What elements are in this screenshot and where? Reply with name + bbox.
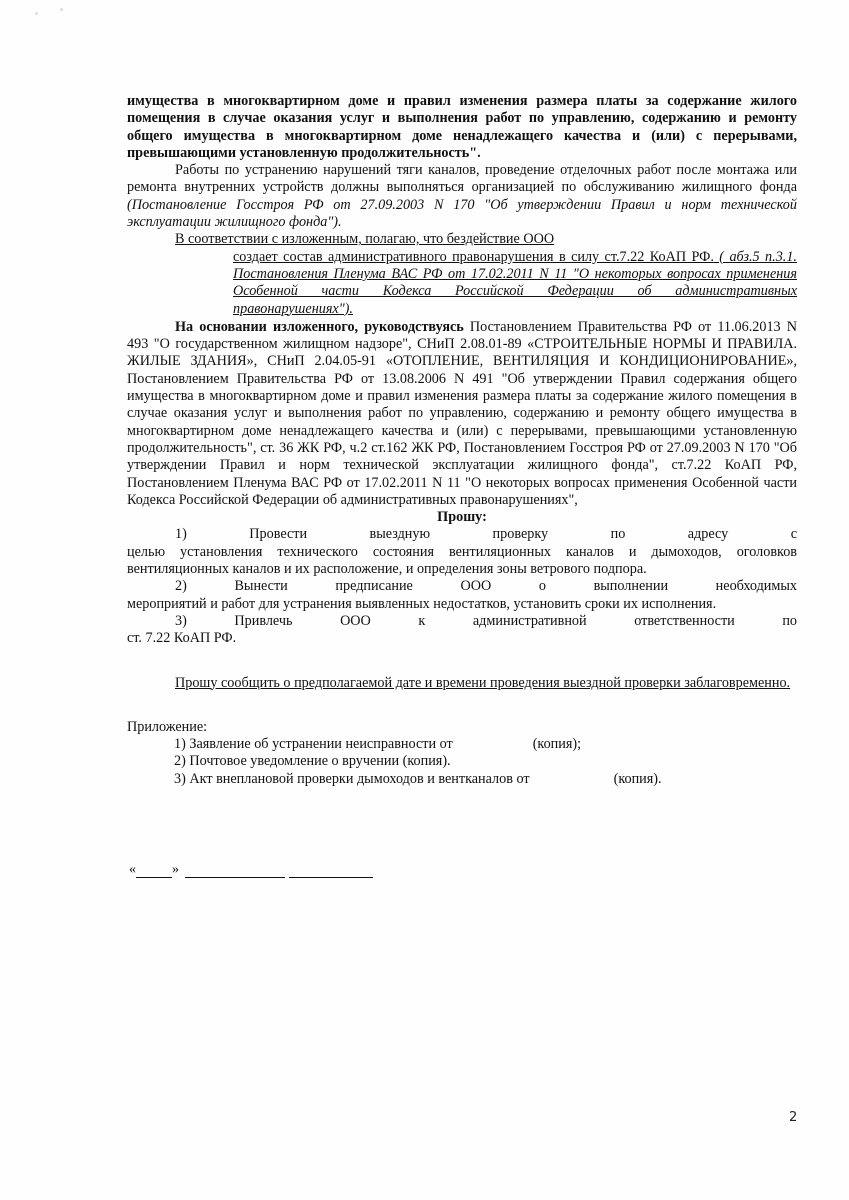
request-item-2-first: 2) Вынести предписание ООО о выполнении необходимых <box>175 578 797 595</box>
accordance-text: создает состав административного правонарушения в силу ст.7.22 КоАП РФ. <box>233 248 714 265</box>
document-body <box>127 93 797 788</box>
attachments-heading: Приложение: <box>127 718 208 735</box>
request-item-1-first: 1) Провести выездную проверку по адресу с <box>175 526 797 543</box>
scan-speck <box>60 8 63 11</box>
scan-speck <box>35 12 38 15</box>
date-close-quote: » <box>172 862 179 877</box>
accordance-paragraph <box>127 249 797 318</box>
accordance-citation: ( абз.5 п.3.1. Постановления Пленума ВАС РФ от 17.02.2011 N 11 "О некоторых вопросах применения Особенной части Кодекса Российской Федерации об административных правонарушениях"). <box>233 248 797 317</box>
attachment-item: 2) Почтовое уведомление о вручении (копия). <box>174 753 451 770</box>
works-text: Работы по устранению нарушений тяги каналов, проведение отделочных работ после монтажа или ремонта внутренних устройств должны выполняться организацией по обслуживанию жилищного фонда <box>127 162 797 196</box>
page-number: 2 <box>789 1110 798 1125</box>
notify-request: Прошу сообщить о предполагаемой дате и времени проведения выездной проверки заблаговременно. <box>175 674 791 691</box>
request-item-3-rest: ст. 7.22 КоАП РФ. <box>127 630 237 647</box>
intro-paragraph: имущества в многоквартирном доме и правил изменения размера платы за содержание жилого помещения в случае оказания услуг и выполнения работ по управлению, содержанию и ремонту общего имущества в многоквартирном доме ненадлежащего качества и (или) с перерывами, превышающими установленную продолжительность". <box>127 93 797 161</box>
request-item-2-rest: мероприятий и работ для устранения выявленных недостатков, установить сроки их исполнения. <box>127 595 717 612</box>
name-blank <box>289 865 373 878</box>
date-day-blank <box>136 865 172 878</box>
signature-blank <box>185 865 285 878</box>
works-paragraph <box>127 162 797 231</box>
basis-text: Постановлением Правительства РФ от 11.06.2013 N 493 "О государственном жилищном надзоре", СНиП 2.08.01-89 «СТРОИТЕЛЬНЫЕ НОРМЫ И ПРАВИЛА. ЖИЛЫЕ ЗДАНИЯ», СНиП 2.04.05-91 «ОТОПЛЕНИЕ, ВЕНТИЛЯЦИЯ И КОНДИЦИОНИРОВАНИЕ», Постановлением Правительства РФ от 13.08.2006 N 491 "Об утверждении Правил содержания общего имущества в многоквартирном доме и правил изменения размера платы за содержание жилого помещения в случае оказания услуг и выполнения работ по управлению, содержанию и ремонту общего имущества в многоквартирном доме ненадлежащего качества и (или) с перерывами, превышающими установленную продолжительность", ст. 36 ЖК РФ, ч.2 ст.162 ЖК РФ, Постановлением Госстроя РФ от 27.09.2003 N 170 "Об утверждении Правил и норм технической эксплуатации жилищного фонда", ст.7.22 КоАП РФ, Постановлением Пленума ВАС РФ от 17.02.2011 N 11 "О некоторых вопросах применения Особенной части Кодекса Российской Федерации об административных правонарушениях", <box>127 318 797 508</box>
signature-line <box>129 862 373 878</box>
request-item-1-rest: целью установления технического состояния вентиляционных каналов и дымоходов, оголовков вентиляционных каналов и их расположение, и определения зоны ветрового подпора. <box>127 543 797 578</box>
date-open-quote: « <box>129 862 136 877</box>
basis-lead: На основании изложенного, руководствуясь <box>175 318 464 335</box>
accordance-line-1: В соответствии с изложенным, полагаю, что бездействие ООО <box>175 231 555 248</box>
attachment-item: 1) Заявление об устранении неисправности от (копия); <box>174 736 582 753</box>
request-item-3-first: 3) Привлечь ООО к административной ответственности по <box>175 612 798 629</box>
works-citation: (Постановление Госстроя РФ от 27.09.2003 N 170 "Об утверждении Правил и норм технической эксплуатации жилищного фонда"). <box>127 196 797 231</box>
request-heading: Прошу: <box>437 509 487 526</box>
basis-paragraph <box>127 319 797 509</box>
attachment-item: 3) Акт внеплановой проверки дымоходов и вентканалов от (копия). <box>174 770 662 787</box>
